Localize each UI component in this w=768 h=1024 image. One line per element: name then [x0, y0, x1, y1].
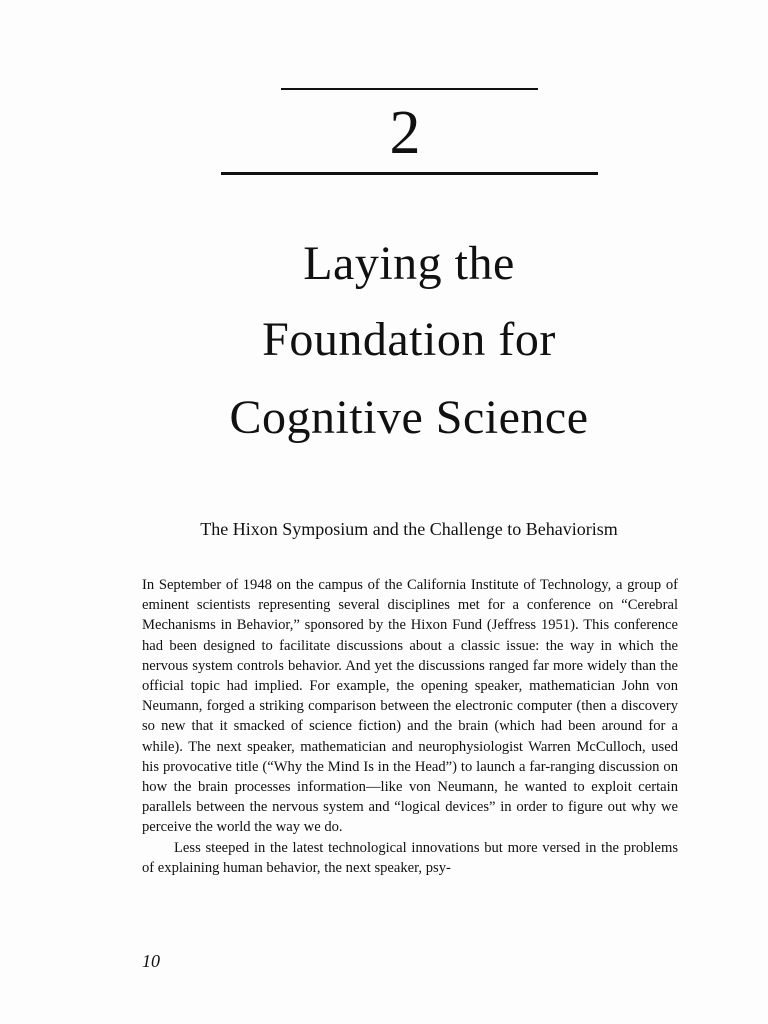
page-number: 10 [142, 951, 160, 971]
body-text [142, 575, 678, 878]
chapter-number: 2 [389, 99, 421, 167]
chapter-title-line-1: Laying the [303, 237, 515, 290]
section-heading: The Hixon Symposium and the Challenge to Behaviorism [200, 519, 618, 539]
chapter-title-line-3: Cognitive Science [229, 391, 589, 444]
paragraph-1: In September of 1948 on the campus of the California Institute of Technology, a group of eminent scientists representing several disciplines met for a conference on “Cerebral Mechanisms in Behavior,” sponsored by the Hixon Fund (Jeffress 1951). This conference had been designed to facilitate discussions about a classic issue: the way in which the nervous system controls behavior. And yet the discussions ranged far more widely than the official topic had implied. For example, the opening speaker, mathematician John von Neumann, forged a striking comparison between the electronic computer (then a discovery so new that it smacked of science fiction) and the brain (which had been around for a while). The next speaker, mathematician and neurophysiologist Warren McCulloch, used his provocative title (“Why the Mind Is in the Head”) to launch a far-ranging discussion on how the brain processes information—like von Neumann, he wanted to exploit certain parallels between the nervous system and “logical devices” in order to figure out why we perceive the world the way we do. [142, 577, 678, 836]
chapter-top-rule [281, 88, 538, 90]
paragraph-2: Less steeped in the latest technological innovations but more versed in the problems of explaining human behavior, the next speaker, psy- [142, 839, 678, 876]
chapter-title-line-2: Foundation for [262, 313, 556, 366]
chapter-bottom-rule [221, 172, 598, 175]
